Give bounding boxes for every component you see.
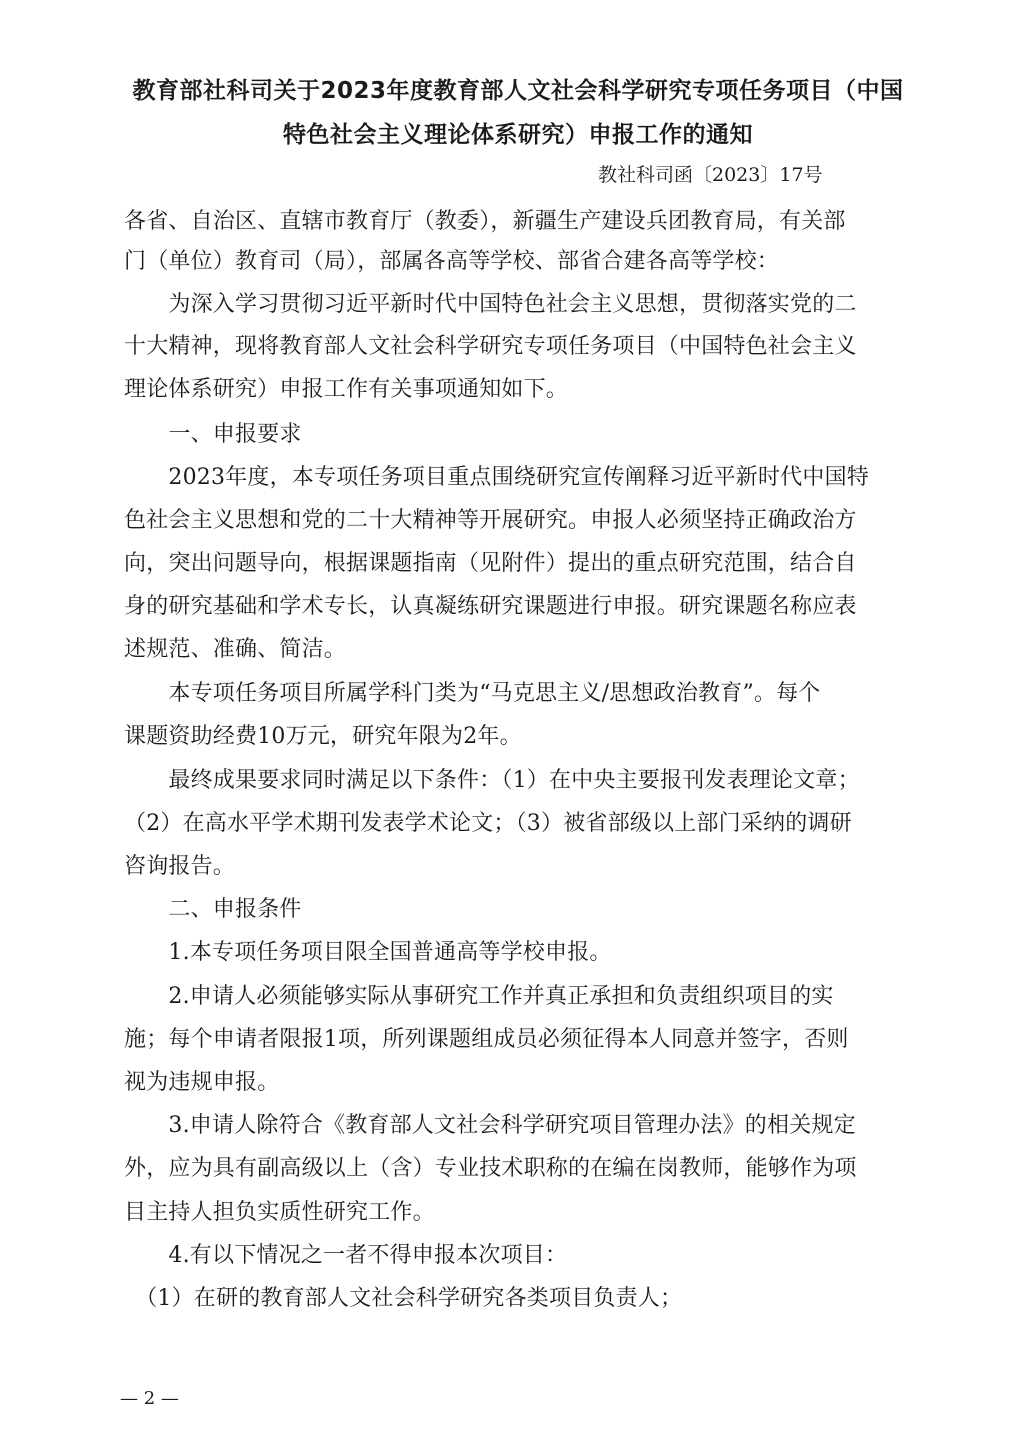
body-line: 视为违规申报。 — [124, 1070, 280, 1095]
page-number: — 2 — — [120, 1388, 179, 1409]
body-line: 外，应为具有副高级以上（含）专业技术职称的在编在岗教师，能够作为项 — [124, 1156, 857, 1181]
body-line: 1.本专项任务项目限全国普通高等学校申报。 — [124, 940, 612, 965]
body-line: （1）在研的教育部人文社会科学研究各类项目负责人； — [124, 1286, 683, 1311]
body-line: 最终成果要求同时满足以下条件：（1）在中央主要报刊发表理论文章； — [124, 768, 860, 793]
body-line: 施；每个申请者限报1项，所列课题组成员必须征得本人同意并签字，否则 — [124, 1027, 849, 1052]
body-line: 理论体系研究）申报工作有关事项通知如下。 — [124, 377, 569, 402]
body-line: （2）在高水平学术期刊发表学术论文；（3）被省部级以上部门采纳的调研 — [124, 811, 852, 836]
body-line: 门（单位）教育司（局），部属各高等学校、部省合建各高等学校： — [124, 249, 780, 274]
section-heading: 二、申报条件 — [124, 897, 302, 922]
body-line: 十大精神，现将教育部人文社会科学研究专项任务项目（中国特色社会主义 — [124, 334, 857, 359]
body-line: 2.申请人必须能够实际从事研究工作并真正承担和负责组织项目的实 — [124, 984, 834, 1009]
section-heading: 一、申报要求 — [124, 422, 302, 447]
document-title-line-2: 特色社会主义理论体系研究）申报工作的通知 — [283, 122, 753, 148]
body-line: 述规范、准确、简洁。 — [124, 637, 347, 662]
body-line: 为深入学习贯彻习近平新时代中国特色社会主义思想，贯彻落实党的二 — [124, 292, 857, 317]
document-number: 教社科司函〔2023〕17号 — [598, 164, 823, 186]
body-line: 向，突出问题导向，根据课题指南（见附件）提出的重点研究范围，结合自 — [124, 551, 857, 576]
body-line: 各省、自治区、直辖市教育厅（教委），新疆生产建设兵团教育局，有关部 — [124, 209, 846, 234]
document-title-line-1: 教育部社科司关于2023年度教育部人文社会科学研究专项任务项目（中国 — [132, 78, 904, 104]
body-line: 3.申请人除符合《教育部人文社会科学研究项目管理办法》的相关规定 — [124, 1113, 856, 1138]
body-line: 色社会主义思想和党的二十大精神等开展研究。申报人必须坚持正确政治方 — [124, 508, 857, 533]
body-line: 身的研究基础和学术专长，认真凝练研究课题进行申报。研究课题名称应表 — [124, 594, 857, 619]
body-line: 2023年度，本专项任务项目重点围绕研究宣传阐释习近平新时代中国特 — [124, 465, 869, 490]
body-line: 课题资助经费10万元，研究年限为2年。 — [124, 724, 522, 749]
body-line: 4.有以下情况之一者不得申报本次项目： — [124, 1243, 568, 1268]
body-line: 咨询报告。 — [124, 854, 236, 879]
body-line: 目主持人担负实质性研究工作。 — [124, 1200, 435, 1225]
body-line: 本专项任务项目所属学科门类为“马克思主义/思想政治教育”。每个 — [124, 681, 821, 706]
